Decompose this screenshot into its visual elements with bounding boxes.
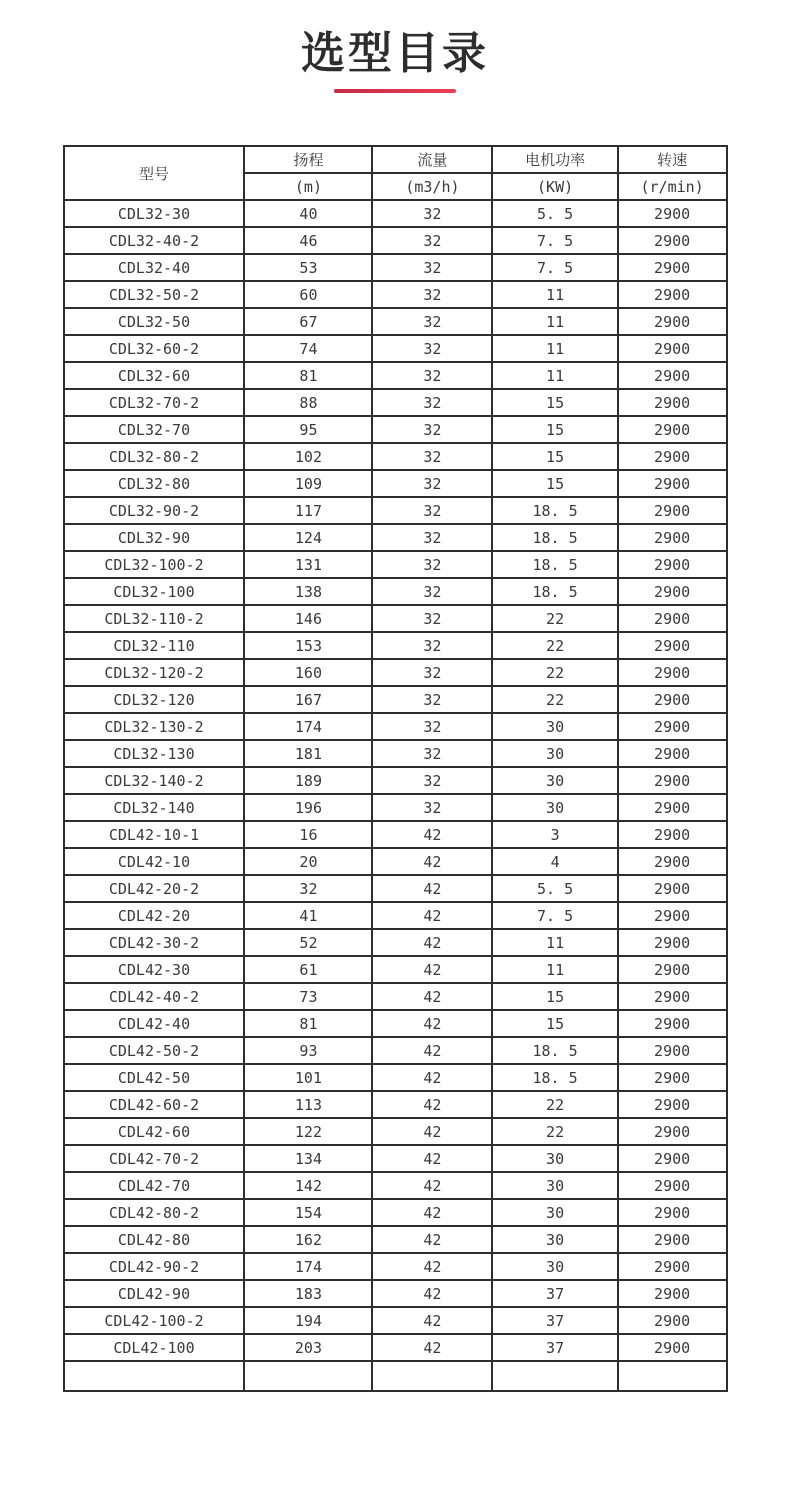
table-row [64, 1091, 727, 1118]
table-row [64, 1253, 727, 1280]
table-cell: 73 [244, 983, 372, 1010]
header-speed-label: 转速 [618, 146, 727, 173]
table-cell: 2900 [618, 1307, 727, 1334]
table-cell: 11 [492, 335, 617, 362]
table-cell: 15 [492, 416, 617, 443]
table-cell: 30 [492, 1172, 617, 1199]
table-cell: 2900 [618, 875, 727, 902]
table-cell: CDL32-70-2 [64, 389, 245, 416]
table-cell: 42 [372, 956, 492, 983]
table-cell: 2900 [618, 416, 727, 443]
table-cell: 15 [492, 1010, 617, 1037]
table-row [64, 740, 727, 767]
table-cell: 22 [492, 686, 617, 713]
table-cell: 95 [244, 416, 372, 443]
table-cell: 2900 [618, 848, 727, 875]
table-cell: CDL42-90-2 [64, 1253, 245, 1280]
table-cell: 42 [372, 1172, 492, 1199]
table-cell: CDL32-50 [64, 308, 245, 335]
table-row [64, 767, 727, 794]
table-cell: CDL42-20-2 [64, 875, 245, 902]
selection-table [63, 145, 728, 1392]
table-cell: 167 [244, 686, 372, 713]
table-cell: CDL32-80-2 [64, 443, 245, 470]
table-cell: 5. 5 [492, 875, 617, 902]
table-cell: CDL42-80 [64, 1226, 245, 1253]
table-row [64, 362, 727, 389]
table-cell: CDL32-90 [64, 524, 245, 551]
table-row [64, 1118, 727, 1145]
table-cell: 2900 [618, 551, 727, 578]
table-row [64, 794, 727, 821]
table-cell: 42 [372, 929, 492, 956]
table-cell: 60 [244, 281, 372, 308]
table-cell: 22 [492, 605, 617, 632]
table-cell: 2900 [618, 929, 727, 956]
table-cell: 124 [244, 524, 372, 551]
title-underline [334, 89, 456, 93]
table-cell: 2900 [618, 794, 727, 821]
table-cell: 3 [492, 821, 617, 848]
table-cell: 30 [492, 1253, 617, 1280]
table-cell: 2900 [618, 632, 727, 659]
table-cell: 22 [492, 659, 617, 686]
table-cell: CDL32-130-2 [64, 713, 245, 740]
table-cell [492, 1361, 617, 1391]
table-cell: 11 [492, 281, 617, 308]
table-cell: 2900 [618, 1280, 727, 1307]
table-row [64, 686, 727, 713]
table-cell: 18. 5 [492, 578, 617, 605]
table-cell: 42 [372, 1118, 492, 1145]
table-row [64, 227, 727, 254]
table-cell: CDL42-30 [64, 956, 245, 983]
table-cell: 2900 [618, 1145, 727, 1172]
table-cell: 32 [372, 605, 492, 632]
table-cell: 2900 [618, 686, 727, 713]
header-row-labels [64, 146, 727, 173]
table-cell: 109 [244, 470, 372, 497]
table-cell: CDL32-120-2 [64, 659, 245, 686]
table-cell: 15 [492, 983, 617, 1010]
table-cell: 181 [244, 740, 372, 767]
table-row [64, 578, 727, 605]
table-cell: CDL32-60-2 [64, 335, 245, 362]
table-cell: 101 [244, 1064, 372, 1091]
table-cell: 32 [372, 740, 492, 767]
table-cell: 32 [372, 443, 492, 470]
table-cell: 2900 [618, 227, 727, 254]
table-cell: 42 [372, 1091, 492, 1118]
table-header [64, 146, 727, 200]
table-cell: 22 [492, 1091, 617, 1118]
table-cell: 2900 [618, 1010, 727, 1037]
table-cell: 160 [244, 659, 372, 686]
table-cell: 117 [244, 497, 372, 524]
table-cell: CDL42-40-2 [64, 983, 245, 1010]
table-cell: 32 [372, 632, 492, 659]
table-row [64, 281, 727, 308]
table-cell: 4 [492, 848, 617, 875]
table-row [64, 416, 727, 443]
table-cell: 88 [244, 389, 372, 416]
table-cell: CDL42-100 [64, 1334, 245, 1361]
table-cell: 138 [244, 578, 372, 605]
table-cell: 32 [372, 308, 492, 335]
table-cell: 81 [244, 362, 372, 389]
table-cell: 189 [244, 767, 372, 794]
table-cell: CDL32-110 [64, 632, 245, 659]
table-cell: 30 [492, 794, 617, 821]
table-cell: 134 [244, 1145, 372, 1172]
table-row [64, 632, 727, 659]
table-cell: 2900 [618, 254, 727, 281]
table-cell: 2900 [618, 362, 727, 389]
table-cell: 32 [372, 686, 492, 713]
table-row [64, 1145, 727, 1172]
table-cell: CDL42-30-2 [64, 929, 245, 956]
table-cell: 2900 [618, 1334, 727, 1361]
table-cell: 2900 [618, 470, 727, 497]
table-cell: 61 [244, 956, 372, 983]
table-cell: 142 [244, 1172, 372, 1199]
table-cell: 30 [492, 1145, 617, 1172]
table-cell: CDL32-100-2 [64, 551, 245, 578]
table-cell: CDL42-40 [64, 1010, 245, 1037]
table-cell: 32 [372, 335, 492, 362]
table-cell: 203 [244, 1334, 372, 1361]
header-model: 型号 [64, 146, 245, 200]
table-cell: 42 [372, 1253, 492, 1280]
table-cell: 2900 [618, 821, 727, 848]
table-cell: 32 [372, 389, 492, 416]
table-row [64, 1199, 727, 1226]
table-cell: CDL32-40 [64, 254, 245, 281]
table-cell: CDL32-100 [64, 578, 245, 605]
table-cell: CDL32-30 [64, 200, 245, 227]
table-cell: 42 [372, 1064, 492, 1091]
table-cell: 42 [372, 1037, 492, 1064]
table-cell: 53 [244, 254, 372, 281]
table-row-partial [64, 1361, 727, 1391]
table-cell: 42 [372, 983, 492, 1010]
table-cell: 15 [492, 389, 617, 416]
table-cell: 52 [244, 929, 372, 956]
table-row [64, 308, 727, 335]
table-cell: CDL42-60 [64, 1118, 245, 1145]
table-cell: CDL32-80 [64, 470, 245, 497]
table-cell: 15 [492, 470, 617, 497]
table-row [64, 659, 727, 686]
table-cell [372, 1361, 492, 1391]
table-cell: CDL32-50-2 [64, 281, 245, 308]
table-cell: 2900 [618, 200, 727, 227]
table-cell: 5. 5 [492, 200, 617, 227]
table-cell: CDL42-50-2 [64, 1037, 245, 1064]
table-cell: 2900 [618, 740, 727, 767]
table-cell: 2900 [618, 335, 727, 362]
table-cell: 42 [372, 875, 492, 902]
table-row [64, 1334, 727, 1361]
table-cell: 2900 [618, 605, 727, 632]
table-row [64, 389, 727, 416]
table-row [64, 875, 727, 902]
table-cell: 32 [372, 659, 492, 686]
table-cell: 30 [492, 713, 617, 740]
table-cell: 102 [244, 443, 372, 470]
table-row [64, 443, 727, 470]
header-head-label: 扬程 [244, 146, 372, 173]
table-cell: 11 [492, 956, 617, 983]
table-cell: 46 [244, 227, 372, 254]
table-cell: 2900 [618, 389, 727, 416]
table-cell: 2900 [618, 713, 727, 740]
header-speed-unit: (r/min) [618, 173, 727, 200]
table-cell: 146 [244, 605, 372, 632]
table-cell: 2900 [618, 956, 727, 983]
table-cell: CDL42-20 [64, 902, 245, 929]
table-cell: 74 [244, 335, 372, 362]
table-row [64, 1037, 727, 1064]
table-cell: 153 [244, 632, 372, 659]
table-cell: 174 [244, 1253, 372, 1280]
table-cell: CDL32-140-2 [64, 767, 245, 794]
table-cell: 30 [492, 1199, 617, 1226]
table-cell: 32 [372, 470, 492, 497]
table-cell: 81 [244, 1010, 372, 1037]
page-title: 选型目录 [301, 28, 489, 79]
table-cell: 32 [372, 767, 492, 794]
table-row [64, 902, 727, 929]
table-row [64, 713, 727, 740]
table-cell: CDL42-50 [64, 1064, 245, 1091]
table-cell: 174 [244, 713, 372, 740]
table-cell: 2900 [618, 578, 727, 605]
table-cell: 42 [372, 1010, 492, 1037]
table-cell: 32 [372, 200, 492, 227]
header-head-unit: (m) [244, 173, 372, 200]
table-cell: 113 [244, 1091, 372, 1118]
table-cell: 42 [372, 1307, 492, 1334]
table-cell: 42 [372, 1145, 492, 1172]
table-cell: 183 [244, 1280, 372, 1307]
table-cell: 2900 [618, 443, 727, 470]
table-row [64, 929, 727, 956]
table-cell: 40 [244, 200, 372, 227]
table-cell: 18. 5 [492, 497, 617, 524]
table-cell: 2900 [618, 1199, 727, 1226]
table-cell: 42 [372, 821, 492, 848]
table-cell: 32 [372, 551, 492, 578]
table-cell: CDL42-60-2 [64, 1091, 245, 1118]
table-cell: CDL32-70 [64, 416, 245, 443]
table-cell: 32 [372, 794, 492, 821]
table-cell: 2900 [618, 983, 727, 1010]
table-row [64, 1226, 727, 1253]
table-cell: 131 [244, 551, 372, 578]
table-cell: CDL32-110-2 [64, 605, 245, 632]
table-cell: 2900 [618, 308, 727, 335]
table-cell: 18. 5 [492, 1064, 617, 1091]
header-power-unit: (KW) [492, 173, 617, 200]
table-cell: 196 [244, 794, 372, 821]
table-cell: 32 [372, 281, 492, 308]
table-cell: 194 [244, 1307, 372, 1334]
table-cell: CDL32-140 [64, 794, 245, 821]
table-cell: 30 [492, 767, 617, 794]
table-row [64, 524, 727, 551]
table-cell: 32 [372, 362, 492, 389]
table-cell: CDL32-120 [64, 686, 245, 713]
table-cell: 122 [244, 1118, 372, 1145]
table-row [64, 605, 727, 632]
table-cell: 22 [492, 632, 617, 659]
table-row [64, 1172, 727, 1199]
table-cell: 2900 [618, 1037, 727, 1064]
table-row [64, 470, 727, 497]
header-power-label: 电机功率 [492, 146, 617, 173]
table-cell: 2900 [618, 1091, 727, 1118]
table-cell: 2900 [618, 524, 727, 551]
table-cell: CDL42-90 [64, 1280, 245, 1307]
table-cell: CDL42-70-2 [64, 1145, 245, 1172]
table-cell: 11 [492, 308, 617, 335]
table-cell: 154 [244, 1199, 372, 1226]
table-cell: 18. 5 [492, 524, 617, 551]
table-cell: 15 [492, 443, 617, 470]
table-cell: 2900 [618, 767, 727, 794]
table-cell: 2900 [618, 497, 727, 524]
table-cell: 32 [372, 254, 492, 281]
table-row [64, 335, 727, 362]
table-cell: CDL32-90-2 [64, 497, 245, 524]
table-cell: 67 [244, 308, 372, 335]
table-cell: 42 [372, 848, 492, 875]
table-cell: CDL32-60 [64, 362, 245, 389]
table-row [64, 1307, 727, 1334]
table-cell: 32 [372, 497, 492, 524]
table-cell: 7. 5 [492, 254, 617, 281]
table-row [64, 200, 727, 227]
table-row [64, 497, 727, 524]
table-cell: 7. 5 [492, 902, 617, 929]
table-cell: 11 [492, 929, 617, 956]
table-cell: 20 [244, 848, 372, 875]
table-cell: 32 [372, 416, 492, 443]
table-cell: 32 [372, 713, 492, 740]
table-cell: 32 [244, 875, 372, 902]
table-cell: 2900 [618, 659, 727, 686]
table-cell [64, 1361, 245, 1391]
table-cell: 93 [244, 1037, 372, 1064]
table-cell: 37 [492, 1280, 617, 1307]
table-cell: CDL32-40-2 [64, 227, 245, 254]
table-cell: CDL32-130 [64, 740, 245, 767]
table-cell: 18. 5 [492, 1037, 617, 1064]
table-row [64, 983, 727, 1010]
table-cell: 42 [372, 1334, 492, 1361]
table-row [64, 551, 727, 578]
table-cell: 37 [492, 1334, 617, 1361]
table-row [64, 254, 727, 281]
table-cell: 2900 [618, 1253, 727, 1280]
table-cell: 42 [372, 1280, 492, 1307]
table-cell: 30 [492, 1226, 617, 1253]
table-row [64, 1064, 727, 1091]
table-cell [618, 1361, 727, 1391]
table-cell: 2900 [618, 1064, 727, 1091]
table-cell: 42 [372, 1226, 492, 1253]
table-cell: 22 [492, 1118, 617, 1145]
table-cell [244, 1361, 372, 1391]
header-flow-unit: (m3/h) [372, 173, 492, 200]
table-cell: CDL42-10 [64, 848, 245, 875]
table-cell: 42 [372, 1199, 492, 1226]
table-row [64, 1010, 727, 1037]
table-cell: 2900 [618, 902, 727, 929]
table-cell: CDL42-100-2 [64, 1307, 245, 1334]
table-cell: 32 [372, 578, 492, 605]
table-cell: 2900 [618, 1118, 727, 1145]
table-cell: 162 [244, 1226, 372, 1253]
table-cell: 32 [372, 227, 492, 254]
table-cell: 41 [244, 902, 372, 929]
table-body [64, 200, 727, 1391]
table-cell: 30 [492, 740, 617, 767]
table-cell: 32 [372, 524, 492, 551]
table-cell: 7. 5 [492, 227, 617, 254]
table-cell: 37 [492, 1307, 617, 1334]
table-cell: CDL42-80-2 [64, 1199, 245, 1226]
header-flow-label: 流量 [372, 146, 492, 173]
table-row [64, 821, 727, 848]
table-row [64, 848, 727, 875]
table-cell: 42 [372, 902, 492, 929]
table-row [64, 1280, 727, 1307]
table-cell: 11 [492, 362, 617, 389]
table-cell: CDL42-10-1 [64, 821, 245, 848]
table-cell: 2900 [618, 1172, 727, 1199]
table-cell: 18. 5 [492, 551, 617, 578]
table-cell: 2900 [618, 281, 727, 308]
table-cell: CDL42-70 [64, 1172, 245, 1199]
table-cell: 2900 [618, 1226, 727, 1253]
table-row [64, 956, 727, 983]
table-cell: 16 [244, 821, 372, 848]
